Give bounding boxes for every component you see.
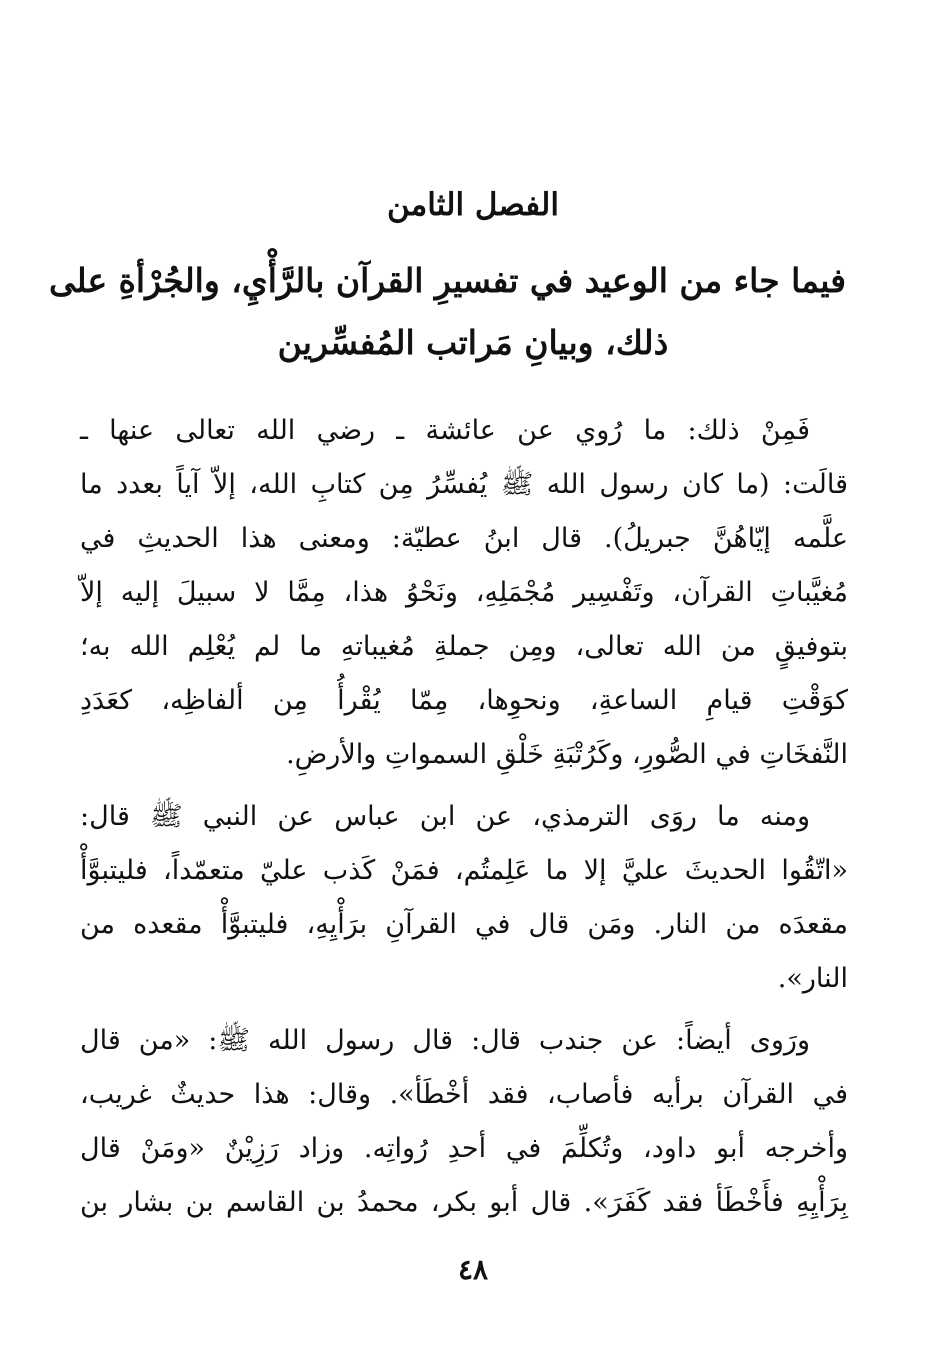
paragraph-line: قالَت: (ما كان رسول الله ﷺ يُفسِّرُ مِن كتابِ الله، إلاّ آياً بعدد ما (80, 469, 848, 500)
section-title-line-1: فيما جاء من الوعيد في تفسيرِ القرآن بالرَّأْيِ، والجُرْأةِ على (49, 261, 846, 300)
chapter-title: الفصل الثامن (387, 187, 559, 223)
paragraph-line: النَّفخَاتِ في الصُّورِ، وكَرُتْبَةِ خَلْقِ السمواتِ والأرضِ. (286, 739, 848, 770)
paragraph-line: كوَقْتِ قيامِ الساعةِ، ونحوِها، مِمّا يُقْرأُ مِن ألفاظِه، كعَدَدِ (80, 685, 848, 716)
paragraph-line: النار». (777, 963, 848, 994)
paragraph-line: ورَوى أيضاً: عن جندب قال: قال رسول الله ﷺ: «من قال (80, 1025, 810, 1056)
paragraph-line: في القرآن برأيه فأصاب، فقد أخْطَأ». وقال: هذا حديثٌ غريب، (80, 1079, 848, 1110)
paragraph-line: بِرَأْيِهِ فأَخْطَأ فقد كَفَرَ». قال أبو بكر، محمدُ بن القاسم بن بشار بن (80, 1187, 848, 1218)
paragraph-line: ومنه ما روَى الترمذي، عن ابن عباس عن النبي ﷺ قال: (80, 801, 810, 832)
paragraph-line: مقعدَه من النار. ومَن قال في القرآنِ برَأْيِهِ، فليتبوَّأْ مقعده من (80, 909, 848, 940)
section-title (49, 250, 846, 374)
paragraph-aisha-hadith (80, 404, 848, 782)
paragraph-line: فَمِنْ ذلك: ما رُوي عن عائشة ـ رضي الله تعالى عنها ـ (80, 415, 810, 446)
paragraph-tirmidhi-hadith (80, 790, 848, 1006)
section-title-line-2: ذلك، وبيانِ مَراتب المُفسِّرين (277, 323, 669, 362)
page-number: ٤٨ (457, 1253, 489, 1286)
paragraph-jundub-hadith (80, 1014, 848, 1230)
paragraph-line: وأخرجه أبو داود، وتُكلِّمَ في أحدِ رُواتِه. وزاد رَزِيْنٌ «ومَنْ قال (80, 1133, 848, 1164)
paragraph-line: «اتّقُوا الحديثَ عليَّ إلا ما عَلِمتُم، فمَنْ كَذب عليّ متعمّداً، فليتبوَّأْ (80, 855, 848, 886)
paragraph-line: علَّمه إيّاهُنَّ جبريلُ). قال ابنُ عطيّة: ومعنى هذا الحديثِ في (80, 523, 848, 554)
paragraph-line: بتوفيقٍ من الله تعالى، ومِن جملةِ مُغيباتهِ ما لم يُعْلِم الله به؛ (80, 631, 848, 662)
paragraph-line: مُغيَّباتِ القرآن، وتَفْسِير مُجْمَلِهِ، ونَحْوُ هذا، مِمَّا لا سبيلَ إليه إلاّ (80, 577, 848, 608)
